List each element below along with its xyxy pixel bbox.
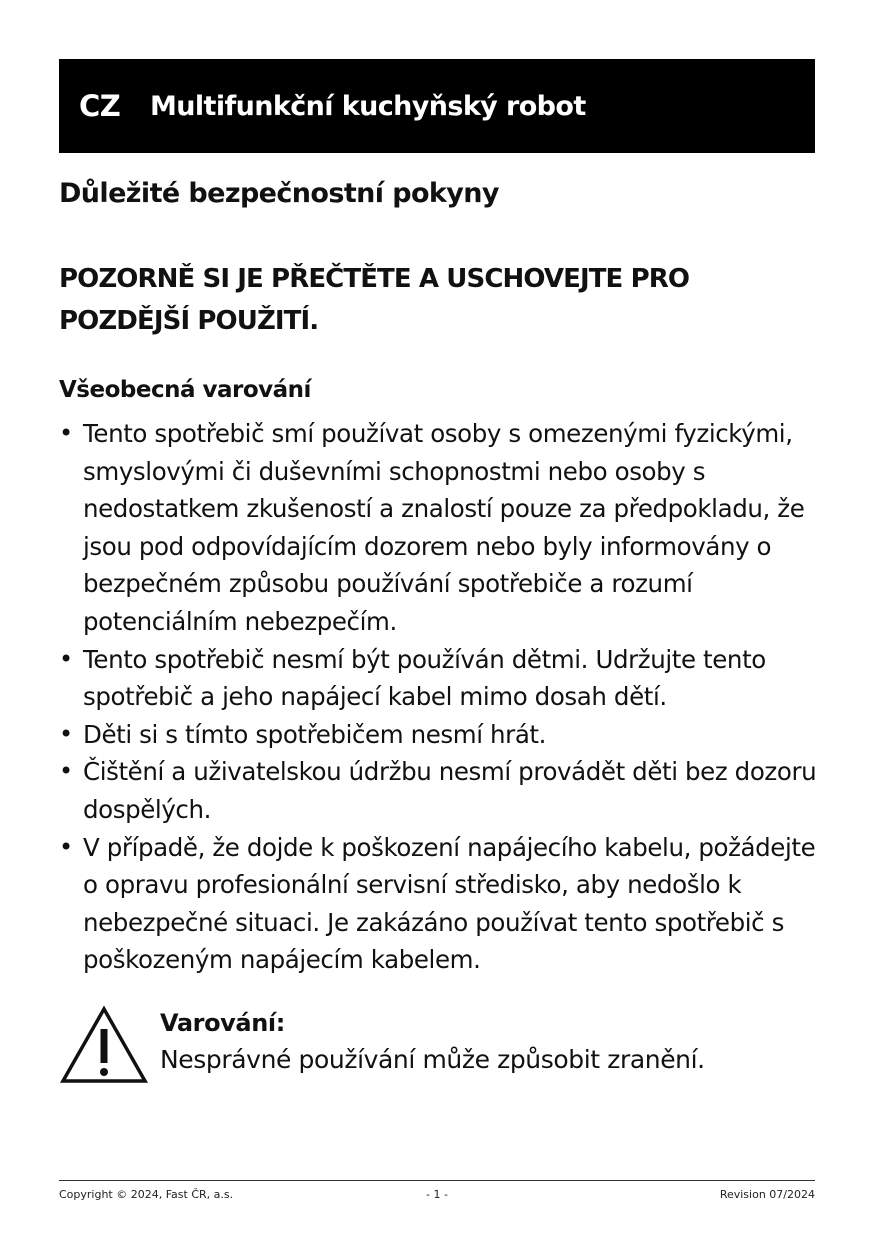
warning-item [59, 829, 829, 979]
warning-triangle-icon [59, 1005, 149, 1085]
general-warnings-list [59, 415, 829, 979]
document-title: Multifunkční kuchyňský robot [150, 90, 586, 122]
warning-item-text: Čištění a uživatelskou údržbu nesmí provádět děti bez dozoru dospělých. [83, 757, 817, 824]
main-heading: Důležité bezpečnostní pokyny [59, 178, 499, 209]
warning-text: Nesprávné používání může způsobit zranění. [160, 1045, 705, 1074]
bullet-icon: • [59, 832, 73, 861]
warning-item [59, 641, 829, 716]
bullet-icon: • [59, 757, 73, 786]
warning-item-text: V případě, že dojde k poškození napájecího kabelu, požádejte o opravu profesionální servisní středisko, aby nedošlo k nebezpečné situaci. Je zakázáno používat tento spotřebič s poškozeným napájecím kabelem. [83, 832, 816, 975]
language-code: CZ [79, 89, 121, 123]
footer-divider [59, 1180, 815, 1181]
bullet-icon: • [59, 719, 73, 748]
bullet-icon: • [59, 644, 73, 673]
footer-page-number: - 1 - [426, 1188, 448, 1201]
warning-item [59, 716, 829, 754]
warning-item-text: Děti si s tímto spotřebičem nesmí hrát. [83, 719, 547, 749]
warning-item [59, 415, 829, 641]
warning-label: Varování: [160, 1009, 285, 1037]
general-warnings-heading: Všeobecná varování [59, 377, 311, 403]
bullet-icon: • [59, 419, 73, 447]
warning-item-text: Tento spotřebič smí používat osoby s omezenými fyzickými, smyslovými či duševními schopnostmi nebo osoby s nedostatkem zkušeností a znalostí pouze za předpokladu, že jsou pod odpovídajícím dozorem nebo byly informovány o bezpečném způsobu používání spotřebiče a rozumí potenciálním nebezpečím. [83, 419, 805, 636]
footer-copyright: Copyright © 2024, Fast ČR, a.s. [59, 1188, 234, 1201]
warning-item-text: Tento spotřebič nesmí být používán dětmi. Udržujte tento spotřebič a jeho napájecí kabel mimo dosah dětí. [83, 644, 766, 712]
caution-notice: POZORNĚ SI JE PŘEČTĚTE A USCHOVEJTE PRO POZDĚJŠÍ POUŽITÍ. [59, 264, 690, 336]
warning-item [59, 753, 829, 828]
footer-revision: Revision 07/2024 [719, 1188, 815, 1201]
warning-box [59, 1005, 819, 1087]
header-bar [59, 59, 815, 153]
